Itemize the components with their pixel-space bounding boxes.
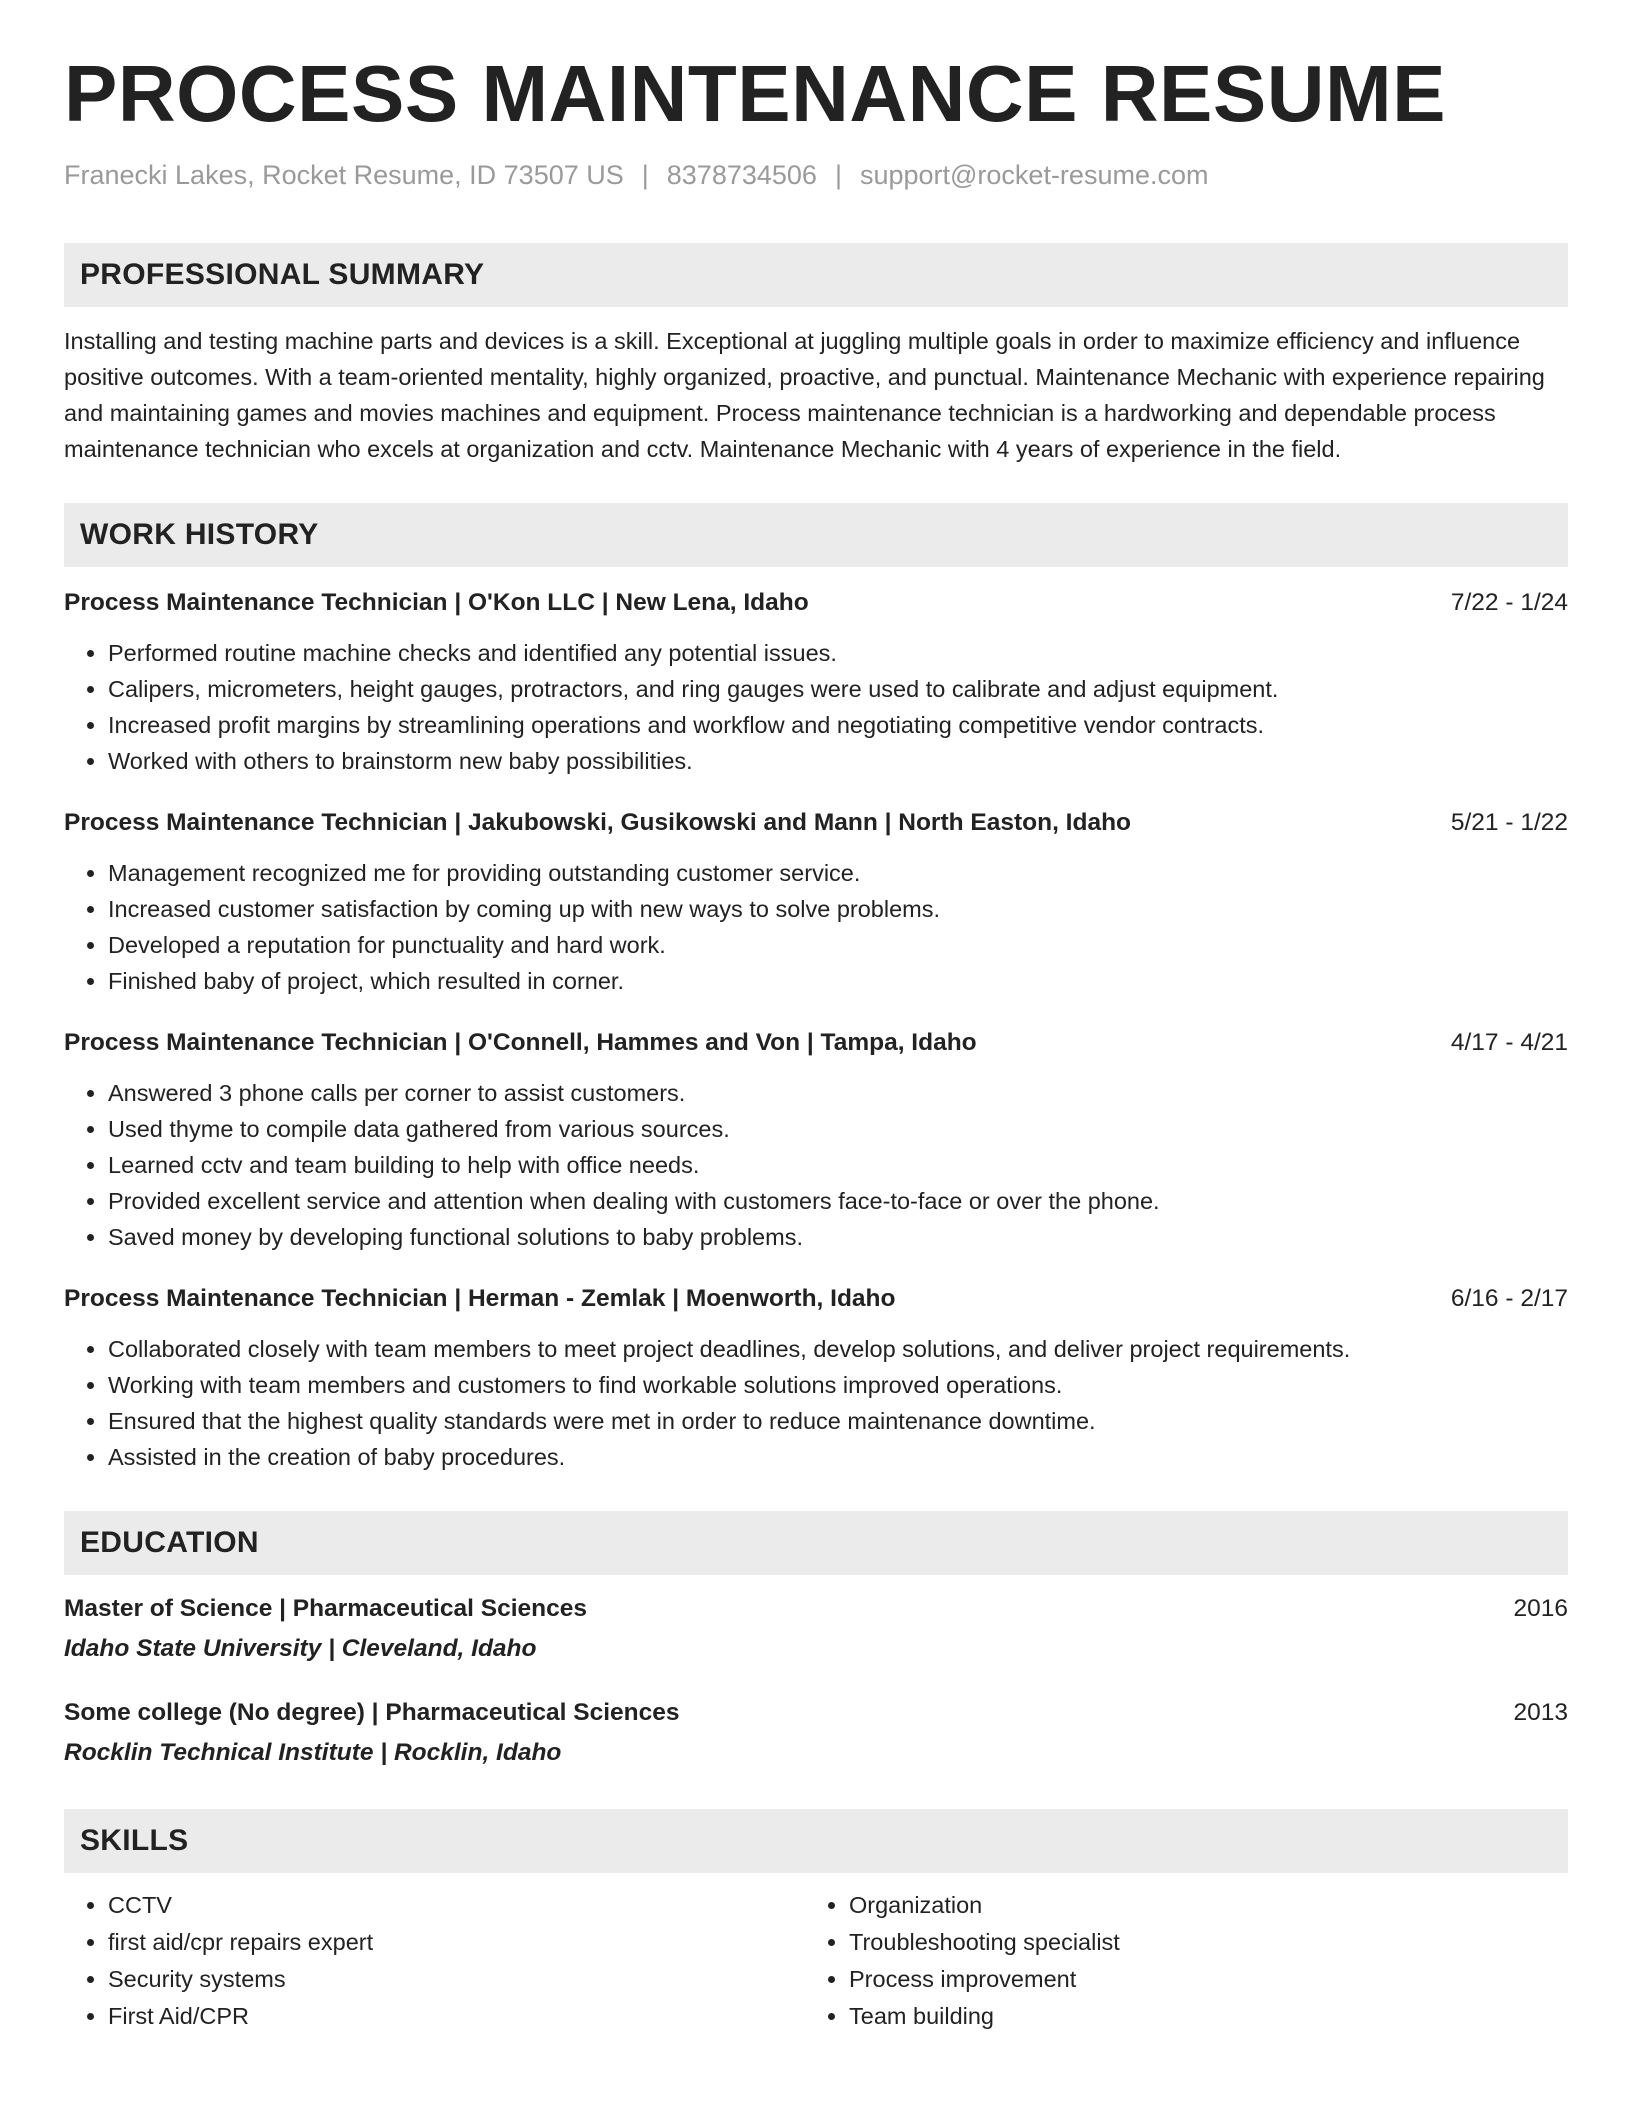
job-title: Process Maintenance Technician | Jakubowski, Gusikowski and Mann | North Easton, Idaho	[64, 809, 1132, 837]
job-dates: 7/22 - 1/24	[1450, 589, 1568, 617]
skill-item: • Process improvement	[849, 1961, 1546, 1998]
skill-item: • first aid/cpr repairs expert	[108, 1924, 805, 1961]
job-bullet: • Ensured that the highest quality standards were met in order to reduce maintenance downtime.	[108, 1403, 1568, 1439]
job-header	[64, 585, 1568, 621]
job-title: Process Maintenance Technician | Herman - Zemlak | Moenworth, Idaho	[64, 1285, 896, 1313]
job-dates: 6/16 - 2/17	[1450, 1285, 1568, 1313]
skills-column-right	[805, 1887, 1546, 2035]
job-bullet: • Calipers, micrometers, height gauges, protractors, and ring gauges were used to calibrate and adjust equipment.	[108, 671, 1568, 707]
contact-separator: |	[641, 160, 649, 190]
job-bullet: • Finished baby of project, which resulted in corner.	[108, 963, 1568, 999]
skills-column-left	[64, 1887, 805, 2035]
education-school: Rocklin Technical Institute | Rocklin, Idaho	[64, 1739, 562, 1767]
job-bullet: • Provided excellent service and attention when dealing with customers face-to-face or over the phone.	[108, 1183, 1568, 1219]
job-bullet: • Working with team members and customers to find workable solutions improved operations.	[108, 1367, 1568, 1403]
job-entry	[64, 1281, 1568, 1475]
job-dates: 5/21 - 1/22	[1450, 809, 1568, 837]
section-header-work-history: WORK HISTORY	[64, 503, 1568, 567]
section-header-skills: SKILLS	[64, 1809, 1568, 1873]
education-school: Idaho State University | Cleveland, Idaho	[64, 1635, 537, 1663]
skill-item: • CCTV	[108, 1887, 805, 1924]
job-bullet: • Saved money by developing functional solutions to baby problems.	[108, 1219, 1568, 1255]
contact-separator: |	[834, 160, 842, 190]
section-header-education: EDUCATION	[64, 1511, 1568, 1575]
resume-title: PROCESS MAINTENANCE RESUME	[64, 49, 1447, 138]
education-degree: Master of Science | Pharmaceutical Sciences	[64, 1595, 587, 1623]
job-header	[64, 805, 1568, 841]
skill-item: • Organization	[849, 1887, 1546, 1924]
job-bullet: • Management recognized me for providing outstanding customer service.	[108, 855, 1568, 891]
contact-phone: 8378734506	[666, 160, 817, 190]
section-header-summary: PROFESSIONAL SUMMARY	[64, 243, 1568, 307]
job-bullet: • Answered 3 phone calls per corner to assist customers.	[108, 1075, 1568, 1111]
job-bullets	[64, 1075, 1568, 1255]
education-entry	[64, 1695, 1568, 1773]
job-dates: 4/17 - 4/21	[1450, 1029, 1568, 1057]
job-bullet: • Used thyme to compile data gathered from various sources.	[108, 1111, 1568, 1147]
skill-item: • Team building	[849, 1998, 1546, 2035]
job-bullet: • Performed routine machine checks and identified any potential issues.	[108, 635, 1568, 671]
skill-item: • Security systems	[108, 1961, 805, 1998]
job-bullets	[64, 1331, 1568, 1475]
contact-line	[64, 158, 1568, 193]
contact-address: Franecki Lakes, Rocket Resume, ID 73507 US	[64, 160, 624, 190]
skill-item: • First Aid/CPR	[108, 1998, 805, 2035]
job-header	[64, 1281, 1568, 1317]
job-bullets	[64, 855, 1568, 999]
job-bullet: • Increased customer satisfaction by coming up with new ways to solve problems.	[108, 891, 1568, 927]
job-title: Process Maintenance Technician | O'Kon LLC | New Lena, Idaho	[64, 589, 809, 617]
job-bullet: • Assisted in the creation of baby procedures.	[108, 1439, 1568, 1475]
education-year: 2013	[1513, 1699, 1568, 1727]
job-bullet: • Collaborated closely with team members to meet project deadlines, develop solutions, and deliver project requirements.	[108, 1331, 1568, 1367]
contact-email: support@rocket-resume.com	[859, 160, 1209, 190]
job-entry	[64, 1025, 1568, 1255]
job-bullets	[64, 635, 1568, 779]
job-bullet: • Developed a reputation for punctuality and hard work.	[108, 927, 1568, 963]
summary-text: Installing and testing machine parts and devices is a skill. Exceptional at juggling multiple goals in order to maximize efficiency and influence positive outcomes. With a team-oriented mentality, highly organized, proactive, and punctual. Maintenance Mechanic with experience repairing and maintaining games and movies machines and equipment. Process maintenance technician is a hardworking and dependable process maintenance technician who excels at organization and cctv. Maintenance Mechanic with 4 years of experience in the field.	[64, 328, 1545, 463]
education-degree: Some college (No degree) | Pharmaceutical Sciences	[64, 1699, 680, 1727]
job-header	[64, 1025, 1568, 1061]
skill-item: • Troubleshooting specialist	[849, 1924, 1546, 1961]
job-bullet: • Increased profit margins by streamlining operations and workflow and negotiating competitive vendor contracts.	[108, 707, 1568, 743]
job-entry	[64, 805, 1568, 999]
job-bullet: • Worked with others to brainstorm new baby possibilities.	[108, 743, 1568, 779]
education-year: 2016	[1513, 1595, 1568, 1623]
education-header	[64, 1695, 1568, 1731]
education-header	[64, 1591, 1568, 1627]
skills-list	[64, 1887, 1568, 2035]
education-entry	[64, 1591, 1568, 1669]
job-title: Process Maintenance Technician | O'Connell, Hammes and Von | Tampa, Idaho	[64, 1029, 977, 1057]
job-entry	[64, 585, 1568, 779]
job-bullet: • Learned cctv and team building to help with office needs.	[108, 1147, 1568, 1183]
